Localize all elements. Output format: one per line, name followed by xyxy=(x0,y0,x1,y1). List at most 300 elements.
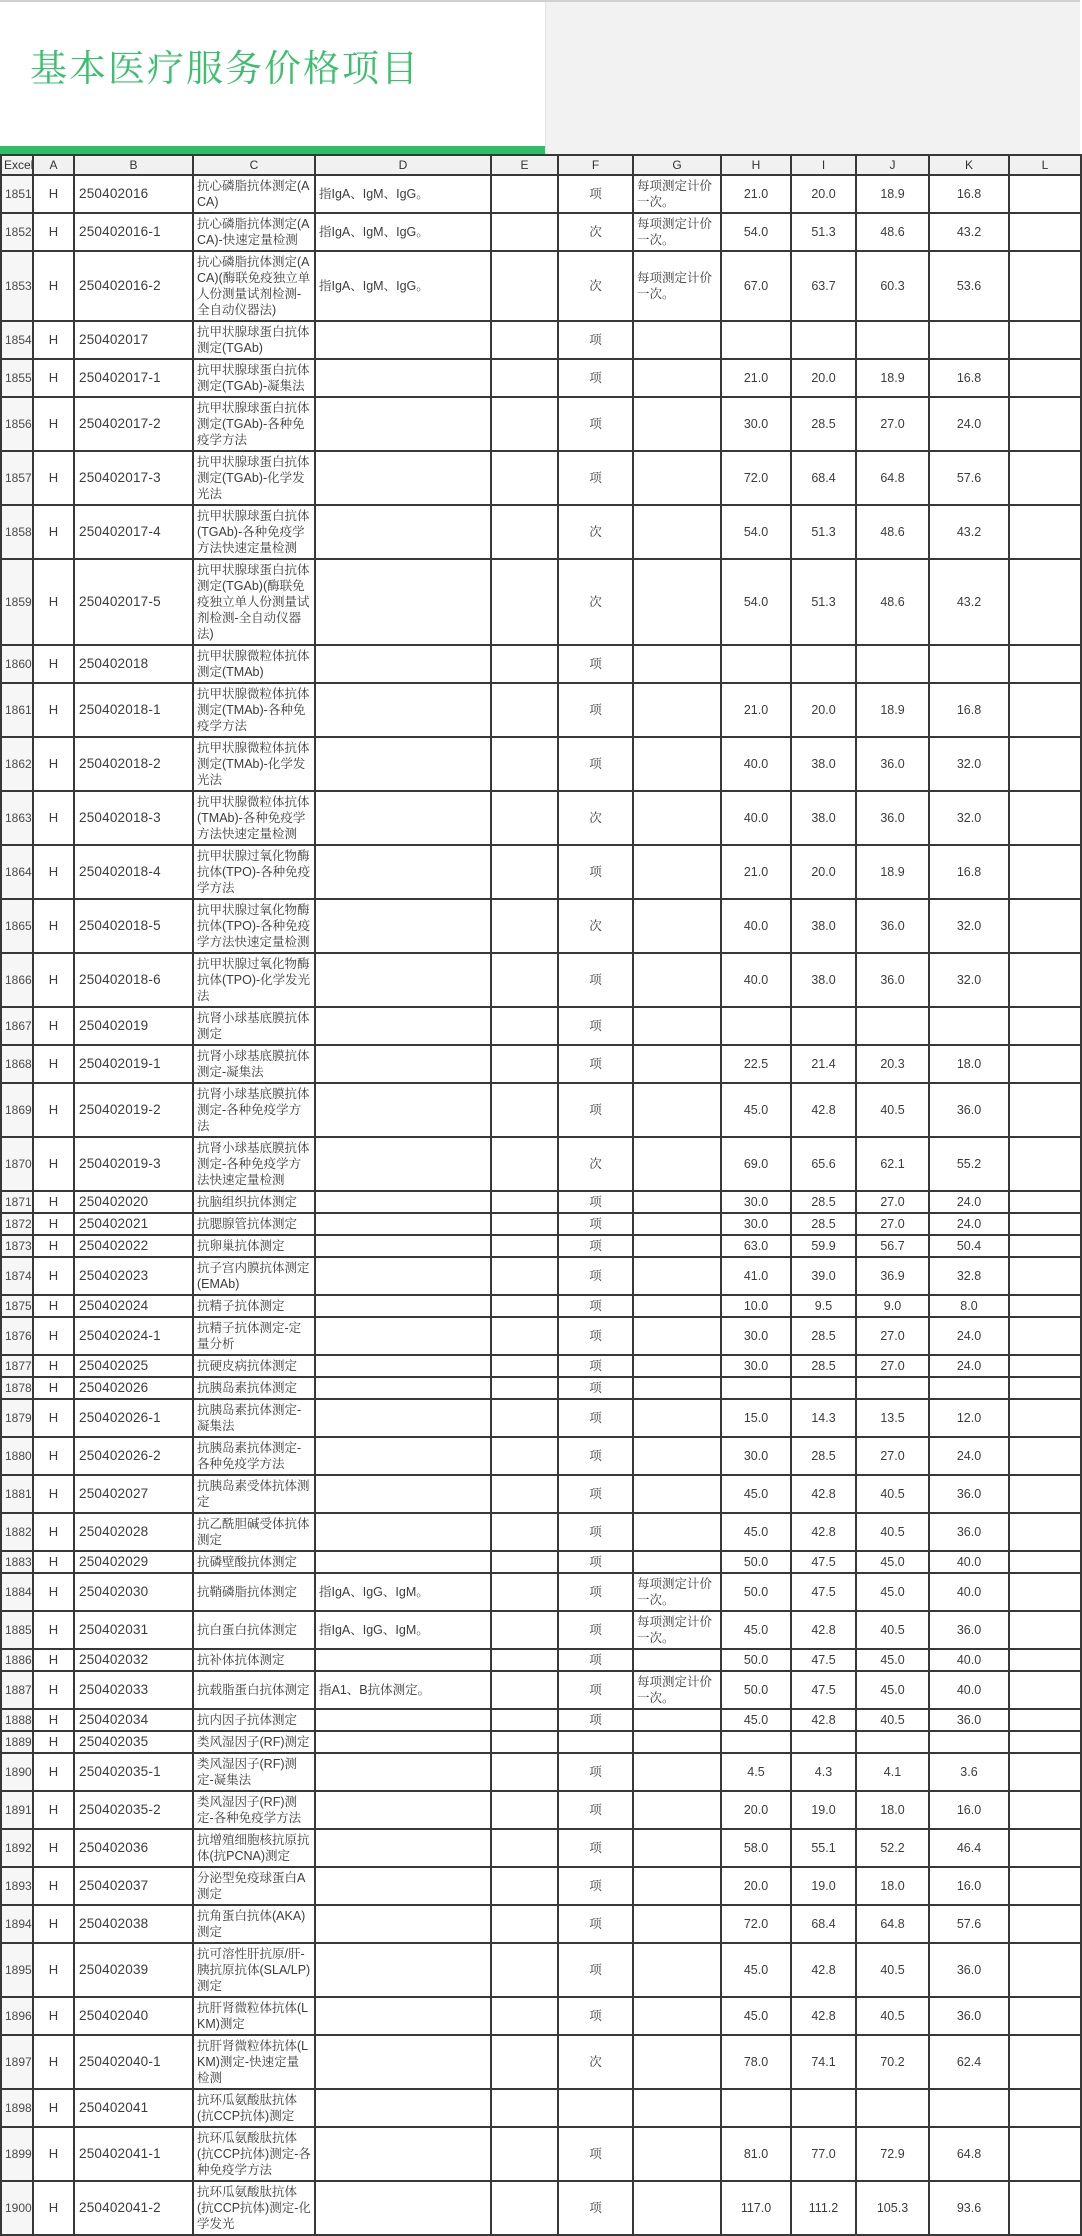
code-cell: 250402038 xyxy=(74,1905,193,1943)
code-cell: 250402017-4 xyxy=(74,505,193,559)
cell-l xyxy=(1009,175,1081,213)
price-1-cell: 30.0 xyxy=(721,1213,791,1235)
price-4-cell: 36.0 xyxy=(929,1709,1009,1731)
price-1-cell: 20.0 xyxy=(721,1867,791,1905)
table-row xyxy=(1,1997,1081,2035)
flag-cell: H xyxy=(33,251,74,321)
flag-cell: H xyxy=(33,1083,74,1137)
price-4-cell: 16.0 xyxy=(929,1867,1009,1905)
price-4-cell: 36.0 xyxy=(929,1943,1009,1997)
price-2-cell: 9.5 xyxy=(791,1295,856,1317)
cell-l xyxy=(1009,451,1081,505)
code-cell: 250402027 xyxy=(74,1475,193,1513)
price-2-cell: 42.8 xyxy=(791,1709,856,1731)
item-name-cell: 抗肾小球基底膜抗体测定 xyxy=(193,1007,315,1045)
price-1-cell: 40.0 xyxy=(721,899,791,953)
row-number: 1858 xyxy=(1,505,33,559)
row-number: 1897 xyxy=(1,2035,33,2089)
code-cell: 250402018-6 xyxy=(74,953,193,1007)
description-cell xyxy=(315,321,491,359)
price-2-cell: 38.0 xyxy=(791,953,856,1007)
item-name-cell: 抗甲状腺球蛋白抗体测定(TGAb)(酶联免疫独立单人份测量试剂检测-全自动仪器法) xyxy=(193,559,315,645)
price-2-cell: 20.0 xyxy=(791,845,856,899)
price-4-cell xyxy=(929,1731,1009,1753)
cell-e xyxy=(491,1295,558,1317)
cell-e xyxy=(491,1355,558,1377)
price-3-cell: 52.2 xyxy=(856,1829,929,1867)
cell-l xyxy=(1009,397,1081,451)
price-1-cell: 30.0 xyxy=(721,397,791,451)
price-4-cell: 24.0 xyxy=(929,1355,1009,1377)
price-3-cell: 105.3 xyxy=(856,2181,929,2235)
description-cell xyxy=(315,1045,491,1083)
price-3-cell: 9.0 xyxy=(856,1295,929,1317)
cell-e xyxy=(491,1437,558,1475)
description-cell xyxy=(315,559,491,645)
pricing-note-cell: 每项测定计价一次。 xyxy=(633,1573,721,1611)
price-1-cell: 50.0 xyxy=(721,1573,791,1611)
unit-cell: 项 xyxy=(558,1513,633,1551)
flag-cell: H xyxy=(33,1943,74,1997)
pricing-note-cell xyxy=(633,1649,721,1671)
code-cell: 250402034 xyxy=(74,1709,193,1731)
unit-cell: 项 xyxy=(558,397,633,451)
row-number: 1859 xyxy=(1,559,33,645)
column-letter-B: B xyxy=(74,155,193,175)
unit-cell: 项 xyxy=(558,645,633,683)
item-name-cell: 抗甲状腺过氧化物酶抗体(TPO)-各种免疫学方法快速定量检测 xyxy=(193,899,315,953)
description-cell xyxy=(315,1791,491,1829)
price-4-cell xyxy=(929,1377,1009,1399)
column-letter-H: H xyxy=(721,155,791,175)
table-row xyxy=(1,1437,1081,1475)
column-letter-L: L xyxy=(1009,155,1081,175)
description-cell xyxy=(315,1905,491,1943)
pricing-note-cell xyxy=(633,1377,721,1399)
price-1-cell: 45.0 xyxy=(721,1997,791,2035)
unit-cell: 项 xyxy=(558,1573,633,1611)
table-row xyxy=(1,791,1081,845)
unit-cell: 项 xyxy=(558,1191,633,1213)
price-4-cell: 16.8 xyxy=(929,175,1009,213)
price-2-cell: 39.0 xyxy=(791,1257,856,1295)
flag-cell: H xyxy=(33,359,74,397)
cell-l xyxy=(1009,1137,1081,1191)
table-row xyxy=(1,1753,1081,1791)
table-row xyxy=(1,1355,1081,1377)
row-number: 1867 xyxy=(1,1007,33,1045)
table-row xyxy=(1,505,1081,559)
price-4-cell: 55.2 xyxy=(929,1137,1009,1191)
table-row xyxy=(1,1045,1081,1083)
item-name-cell: 抗可溶性肝抗原/肝-胰抗原抗体(SLA/LP)测定 xyxy=(193,1943,315,1997)
cell-e xyxy=(491,737,558,791)
price-4-cell: 36.0 xyxy=(929,1513,1009,1551)
cell-e xyxy=(491,953,558,1007)
price-1-cell: 30.0 xyxy=(721,1355,791,1377)
price-3-cell: 27.0 xyxy=(856,1317,929,1355)
flag-cell: H xyxy=(33,1235,74,1257)
cell-e xyxy=(491,1867,558,1905)
price-4-cell: 24.0 xyxy=(929,1317,1009,1355)
cell-e xyxy=(491,791,558,845)
price-3-cell: 27.0 xyxy=(856,1355,929,1377)
price-4-cell: 32.0 xyxy=(929,737,1009,791)
price-2-cell xyxy=(791,321,856,359)
cell-l xyxy=(1009,1007,1081,1045)
price-4-cell: 40.0 xyxy=(929,1649,1009,1671)
pricing-note-cell xyxy=(633,683,721,737)
price-4-cell: 40.0 xyxy=(929,1671,1009,1709)
row-number: 1894 xyxy=(1,1905,33,1943)
pricing-note-cell xyxy=(633,321,721,359)
cell-l xyxy=(1009,1671,1081,1709)
pricing-note-cell xyxy=(633,1137,721,1191)
price-1-cell: 30.0 xyxy=(721,1437,791,1475)
flag-cell: H xyxy=(33,175,74,213)
row-number: 1892 xyxy=(1,1829,33,1867)
row-number: 1852 xyxy=(1,213,33,251)
unit-cell: 次 xyxy=(558,1137,633,1191)
flag-cell: H xyxy=(33,1829,74,1867)
flag-cell: H xyxy=(33,1377,74,1399)
price-1-cell: 21.0 xyxy=(721,359,791,397)
cell-e xyxy=(491,321,558,359)
title-panel xyxy=(0,2,545,154)
code-cell: 250402019 xyxy=(74,1007,193,1045)
flag-cell: H xyxy=(33,1731,74,1753)
price-1-cell: 45.0 xyxy=(721,1475,791,1513)
table-row xyxy=(1,1611,1081,1649)
row-number: 1900 xyxy=(1,2181,33,2235)
unit-cell: 项 xyxy=(558,1007,633,1045)
price-1-cell: 58.0 xyxy=(721,1829,791,1867)
unit-cell: 项 xyxy=(558,1475,633,1513)
code-cell: 250402016 xyxy=(74,175,193,213)
description-cell xyxy=(315,1709,491,1731)
price-table-body xyxy=(1,175,1081,2235)
code-cell: 250402024 xyxy=(74,1295,193,1317)
cell-e xyxy=(491,1709,558,1731)
description-cell xyxy=(315,1551,491,1573)
flag-cell: H xyxy=(33,1137,74,1191)
price-2-cell: 47.5 xyxy=(791,1573,856,1611)
cell-e xyxy=(491,1257,558,1295)
item-name-cell: 抗乙酰胆碱受体抗体测定 xyxy=(193,1513,315,1551)
price-3-cell: 48.6 xyxy=(856,559,929,645)
item-name-cell: 抗甲状腺球蛋白抗体测定(TGAb)-化学发光法 xyxy=(193,451,315,505)
flag-cell: H xyxy=(33,1753,74,1791)
price-2-cell: 51.3 xyxy=(791,559,856,645)
unit-cell: 项 xyxy=(558,359,633,397)
price-1-cell: 50.0 xyxy=(721,1671,791,1709)
code-cell: 250402018-1 xyxy=(74,683,193,737)
flag-cell: H xyxy=(33,1213,74,1235)
unit-cell: 项 xyxy=(558,1551,633,1573)
cell-e xyxy=(491,175,558,213)
price-3-cell: 18.0 xyxy=(856,1867,929,1905)
price-3-cell: 72.9 xyxy=(856,2127,929,2181)
description-cell: 指A1、B抗体测定。 xyxy=(315,1671,491,1709)
price-3-cell: 45.0 xyxy=(856,1573,929,1611)
price-3-cell: 18.9 xyxy=(856,683,929,737)
flag-cell: H xyxy=(33,2127,74,2181)
item-name-cell: 抗甲状腺球蛋白抗体测定(TGAb) xyxy=(193,321,315,359)
table-row xyxy=(1,1399,1081,1437)
row-number: 1863 xyxy=(1,791,33,845)
cell-e xyxy=(491,1731,558,1753)
item-name-cell: 抗精子抗体测定-定量分析 xyxy=(193,1317,315,1355)
price-4-cell: 3.6 xyxy=(929,1753,1009,1791)
description-cell xyxy=(315,1235,491,1257)
price-table xyxy=(0,154,1082,2236)
table-row xyxy=(1,1867,1081,1905)
price-4-cell: 16.8 xyxy=(929,683,1009,737)
row-number: 1885 xyxy=(1,1611,33,1649)
price-3-cell: 45.0 xyxy=(856,1551,929,1573)
pricing-note-cell: 每项测定计价一次。 xyxy=(633,1671,721,1709)
table-row xyxy=(1,451,1081,505)
code-cell: 250402031 xyxy=(74,1611,193,1649)
flag-cell: H xyxy=(33,1295,74,1317)
pricing-note-cell xyxy=(633,1191,721,1213)
item-name-cell: 抗腮腺管抗体测定 xyxy=(193,1213,315,1235)
price-1-cell xyxy=(721,2089,791,2127)
flag-cell: H xyxy=(33,559,74,645)
table-row xyxy=(1,1709,1081,1731)
unit-cell: 项 xyxy=(558,1709,633,1731)
price-1-cell: 50.0 xyxy=(721,1649,791,1671)
price-3-cell: 18.9 xyxy=(856,175,929,213)
price-3-cell xyxy=(856,1007,929,1045)
row-number: 1851 xyxy=(1,175,33,213)
price-1-cell: 20.0 xyxy=(721,1791,791,1829)
unit-cell: 项 xyxy=(558,1943,633,1997)
price-1-cell: 21.0 xyxy=(721,845,791,899)
price-1-cell: 78.0 xyxy=(721,2035,791,2089)
unit-cell: 项 xyxy=(558,1257,633,1295)
row-number: 1896 xyxy=(1,1997,33,2035)
unit-cell: 项 xyxy=(558,1399,633,1437)
item-name-cell: 抗肝肾微粒体抗体(LKM)测定-快速定量检测 xyxy=(193,2035,315,2089)
price-2-cell: 38.0 xyxy=(791,899,856,953)
description-cell xyxy=(315,1829,491,1867)
price-3-cell: 36.0 xyxy=(856,899,929,953)
unit-cell: 项 xyxy=(558,683,633,737)
table-row xyxy=(1,1791,1081,1829)
description-cell xyxy=(315,683,491,737)
price-2-cell xyxy=(791,1731,856,1753)
description-cell xyxy=(315,899,491,953)
cell-l xyxy=(1009,1573,1081,1611)
pricing-note-cell xyxy=(633,1551,721,1573)
description-cell xyxy=(315,1377,491,1399)
cell-l xyxy=(1009,845,1081,899)
unit-cell: 项 xyxy=(558,737,633,791)
flag-cell: H xyxy=(33,451,74,505)
cell-e xyxy=(491,1475,558,1513)
cell-l xyxy=(1009,1943,1081,1997)
row-number: 1889 xyxy=(1,1731,33,1753)
price-2-cell: 14.3 xyxy=(791,1399,856,1437)
unit-cell xyxy=(558,2089,633,2127)
price-3-cell: 40.5 xyxy=(856,1083,929,1137)
table-row xyxy=(1,1083,1081,1137)
row-number: 1899 xyxy=(1,2127,33,2181)
description-cell xyxy=(315,645,491,683)
cell-l xyxy=(1009,1997,1081,2035)
column-letter-K: K xyxy=(929,155,1009,175)
price-2-cell: 21.4 xyxy=(791,1045,856,1083)
price-4-cell: 46.4 xyxy=(929,1829,1009,1867)
price-4-cell xyxy=(929,321,1009,359)
description-cell xyxy=(315,1753,491,1791)
pricing-note-cell xyxy=(633,1829,721,1867)
price-4-cell: 24.0 xyxy=(929,1213,1009,1235)
pricing-note-cell xyxy=(633,1399,721,1437)
cell-e xyxy=(491,1083,558,1137)
flag-cell: H xyxy=(33,2035,74,2089)
pricing-note-cell xyxy=(633,1475,721,1513)
pricing-note-cell xyxy=(633,2089,721,2127)
price-1-cell: 81.0 xyxy=(721,2127,791,2181)
description-cell xyxy=(315,791,491,845)
pricing-note-cell xyxy=(633,899,721,953)
price-1-cell: 45.0 xyxy=(721,1513,791,1551)
price-1-cell: 21.0 xyxy=(721,175,791,213)
code-cell: 250402041-2 xyxy=(74,2181,193,2235)
description-cell xyxy=(315,1191,491,1213)
unit-cell: 项 xyxy=(558,1045,633,1083)
price-4-cell: 36.0 xyxy=(929,1997,1009,2035)
description-cell xyxy=(315,359,491,397)
code-cell: 250402018-5 xyxy=(74,899,193,953)
row-number: 1855 xyxy=(1,359,33,397)
description-cell xyxy=(315,1137,491,1191)
row-number: 1865 xyxy=(1,899,33,953)
cell-e xyxy=(491,559,558,645)
row-number: 1883 xyxy=(1,1551,33,1573)
unit-cell: 次 xyxy=(558,505,633,559)
cell-l xyxy=(1009,1709,1081,1731)
pricing-note-cell xyxy=(633,1905,721,1943)
row-number: 1871 xyxy=(1,1191,33,1213)
flag-cell: H xyxy=(33,1997,74,2035)
cell-l xyxy=(1009,1731,1081,1753)
flag-cell: H xyxy=(33,1257,74,1295)
description-cell xyxy=(315,1317,491,1355)
item-name-cell: 抗脑组织抗体测定 xyxy=(193,1191,315,1213)
item-name-cell: 抗甲状腺球蛋白抗体测定(TGAb)-凝集法 xyxy=(193,359,315,397)
row-number: 1874 xyxy=(1,1257,33,1295)
cell-e xyxy=(491,1649,558,1671)
unit-cell: 项 xyxy=(558,1867,633,1905)
row-number: 1861 xyxy=(1,683,33,737)
pricing-note-cell xyxy=(633,1753,721,1791)
unit-cell: 项 xyxy=(558,1213,633,1235)
price-4-cell: 16.8 xyxy=(929,359,1009,397)
price-3-cell: 62.1 xyxy=(856,1137,929,1191)
flag-cell: H xyxy=(33,791,74,845)
table-row xyxy=(1,1257,1081,1295)
description-cell xyxy=(315,397,491,451)
cell-l xyxy=(1009,1829,1081,1867)
table-row xyxy=(1,213,1081,251)
pricing-note-cell xyxy=(633,1355,721,1377)
flag-cell: H xyxy=(33,683,74,737)
price-3-cell: 40.5 xyxy=(856,1997,929,2035)
price-3-cell: 20.3 xyxy=(856,1045,929,1083)
price-2-cell: 20.0 xyxy=(791,175,856,213)
item-name-cell: 抗卵巢抗体测定 xyxy=(193,1235,315,1257)
code-cell: 250402016-1 xyxy=(74,213,193,251)
cell-l xyxy=(1009,1083,1081,1137)
cell-l xyxy=(1009,953,1081,1007)
table-row xyxy=(1,2181,1081,2235)
unit-cell: 项 xyxy=(558,2127,633,2181)
description-cell xyxy=(315,1943,491,1997)
table-row xyxy=(1,1007,1081,1045)
unit-cell: 项 xyxy=(558,1083,633,1137)
item-name-cell: 抗胰岛素抗体测定 xyxy=(193,1377,315,1399)
table-row xyxy=(1,1649,1081,1671)
flag-cell: H xyxy=(33,1475,74,1513)
price-1-cell: 10.0 xyxy=(721,1295,791,1317)
price-1-cell: 40.0 xyxy=(721,737,791,791)
unit-cell: 项 xyxy=(558,845,633,899)
price-1-cell: 4.5 xyxy=(721,1753,791,1791)
item-name-cell: 抗肾小球基底膜抗体测定-各种免疫学方法快速定量检测 xyxy=(193,1137,315,1191)
table-row xyxy=(1,559,1081,645)
code-cell: 250402018-2 xyxy=(74,737,193,791)
unit-cell: 项 xyxy=(558,451,633,505)
flag-cell: H xyxy=(33,2089,74,2127)
price-2-cell: 20.0 xyxy=(791,359,856,397)
item-name-cell: 抗甲状腺球蛋白抗体测定(TGAb)-各种免疫学方法 xyxy=(193,397,315,451)
unit-cell: 项 xyxy=(558,1671,633,1709)
item-name-cell: 抗胰岛素受体抗体测定 xyxy=(193,1475,315,1513)
cell-l xyxy=(1009,1513,1081,1551)
description-cell xyxy=(315,2181,491,2235)
item-name-cell: 抗甲状腺微粒体抗体测定(TMAb)-各种免疫学方法 xyxy=(193,683,315,737)
item-name-cell: 抗肾小球基底膜抗体测定-各种免疫学方法 xyxy=(193,1083,315,1137)
price-4-cell: 32.0 xyxy=(929,899,1009,953)
code-cell: 250402017-1 xyxy=(74,359,193,397)
pricing-note-cell xyxy=(633,1997,721,2035)
price-2-cell: 65.6 xyxy=(791,1137,856,1191)
table-row xyxy=(1,2089,1081,2127)
item-name-cell: 抗甲状腺微粒体抗体(TMAb)-各种免疫学方法快速定量检测 xyxy=(193,791,315,845)
pricing-note-cell xyxy=(633,1007,721,1045)
item-name-cell: 抗补体抗体测定 xyxy=(193,1649,315,1671)
cell-l xyxy=(1009,1213,1081,1235)
table-row xyxy=(1,1213,1081,1235)
cell-e xyxy=(491,2089,558,2127)
code-cell: 250402032 xyxy=(74,1649,193,1671)
pricing-note-cell xyxy=(633,359,721,397)
price-3-cell: 27.0 xyxy=(856,1191,929,1213)
cell-l xyxy=(1009,251,1081,321)
row-number: 1872 xyxy=(1,1213,33,1235)
row-number: 1870 xyxy=(1,1137,33,1191)
pricing-note-cell xyxy=(633,1317,721,1355)
description-cell xyxy=(315,1399,491,1437)
row-number: 1886 xyxy=(1,1649,33,1671)
flag-cell: H xyxy=(33,953,74,1007)
price-1-cell: 54.0 xyxy=(721,213,791,251)
cell-e xyxy=(491,1191,558,1213)
item-name-cell: 抗甲状腺微粒体抗体测定(TMAb) xyxy=(193,645,315,683)
